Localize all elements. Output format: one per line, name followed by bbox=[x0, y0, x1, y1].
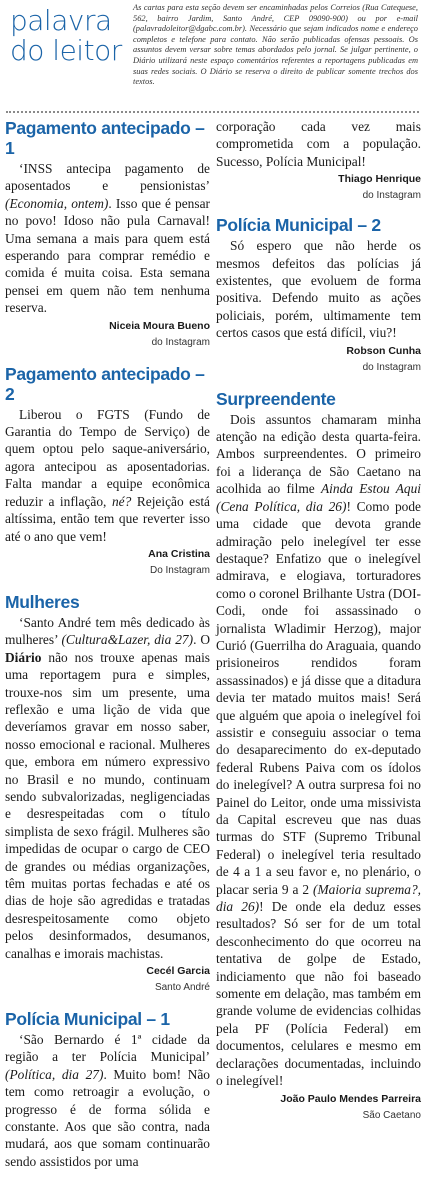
letter-surpreendente bbox=[216, 389, 421, 1122]
letter-policia-1-continued bbox=[216, 118, 421, 202]
letter-title: Mulheres bbox=[5, 591, 80, 612]
left-column bbox=[5, 118, 210, 1170]
right-column bbox=[216, 118, 421, 1122]
letter-author: Ana Cristina bbox=[148, 547, 210, 560]
letter-title: Pagamento antecipado – 2 bbox=[5, 363, 205, 404]
letter-policia-2 bbox=[216, 215, 421, 373]
letter-author: Thiago Henrique bbox=[338, 173, 421, 186]
letter-origin: Do Instagram bbox=[149, 564, 210, 576]
letter-text-segment: . O bbox=[193, 632, 210, 648]
letter-author: Niceia Moura Bueno bbox=[109, 319, 210, 332]
letter-text-segment: (Economia, ontem) bbox=[5, 195, 109, 211]
letter-author: Cecél Garcia bbox=[146, 965, 210, 978]
letter-body bbox=[216, 411, 421, 1090]
dotted-divider bbox=[6, 111, 419, 113]
letter-text-segment: Ainda Estou Aqui (Cena Política, dia 26) bbox=[216, 481, 421, 514]
masthead-line-1: palavra bbox=[10, 4, 112, 37]
letter-body bbox=[5, 160, 210, 317]
letter-title: Pagamento antecipado – 1 bbox=[5, 118, 205, 158]
letter-origin: São Caetano bbox=[362, 1109, 421, 1121]
letter-body bbox=[5, 406, 210, 545]
letter-text-segment: Rejeição está altíssima, então tem que reverter isso até o ano que vem! bbox=[5, 493, 211, 544]
letter-text-segment: ‘INSS antecipa pagamento de aposentados e pensionistas’ bbox=[5, 161, 210, 194]
letter-title: Polícia Municipal – 2 bbox=[216, 215, 381, 236]
letter-title: Polícia Municipal – 1 bbox=[5, 1009, 170, 1030]
letter-text-segment: ! De onde ela deduz esses resultados? Só ser for de um total desconhecimento do que ocorreu na tentativa de golpe de Estado, indiciamento que não foi baseado somente em delação, mas também em grande volume de evidencias colhidas pela PF (Polícia Federal) em documentos, celulares e mesmo em declarações documentadas, incluindo o inelegível! bbox=[216, 899, 421, 1089]
letter-text-segment: (Cultura&Lazer, dia 27) bbox=[61, 632, 194, 648]
letter-body bbox=[5, 1031, 210, 1170]
letter-text-segment: ‘Santo André tem mês dedicado às mulheres’ bbox=[5, 614, 210, 648]
letter-author: João Paulo Mendes Parreira bbox=[280, 1092, 421, 1105]
page-header bbox=[0, 0, 425, 100]
letter-text-segment: . Muito bom! Não tem como retroagir a evolução, o progresso é de forma sólida e constante. Aos que são contra, nada mudará, aos que somam continuarão sendo assistidos por uma bbox=[5, 1066, 211, 1169]
letter-body bbox=[5, 614, 210, 962]
letter-text-segment: não nos trouxe apenas mais uma reportagem pura e simples, trouxe-nos sim um presente, uma reflexão e uma lição de vida que deveríamos gravar em nosso saber, nosso emocional e racional. Mulheres que, embora em número expressivo no Brasil e no mundo, continuam sendo subvalorizadas, negligenciadas e desrespeitadas com o título simplista de sexo frágil. Mulheres são impedidas de ocupar o cargo de CEO de grandes ou médias organizações, têm muitas portas fechadas e até os dias de hoje são agredidas e tratadas desrespeitosamente como objeto pelos desinformados, desumanos, canalhas e imorais machistas. bbox=[5, 649, 210, 961]
letter-pagamento-1 bbox=[5, 118, 210, 349]
letter-text-segment: . Isso que é pensar no povo! Idoso não pula Carnaval! Uma semana a mais para quem está esperando para comprar remédio e comida é muita coisa. Esta semana pensei em quem não tem nenhuma reserva. bbox=[5, 195, 210, 316]
letter-pagamento-2 bbox=[5, 364, 210, 577]
letter-text-segment: ! Como pode uma cidade que devota grande admiração pelo inelegível ter esse destaque? Enfatizo que o inelegível admirava, e elogiava, torturadores como o coronel Brilhante Ustra (DOI-Codi, onde foi assassinado o jornalista Wladimir Herzog), major Curió (Guerrilha do Araguaia, quando prisioneiros rendidos foram assassinados) e já disse que a ditadura devia ter matado muitos mais! Será que alguém que apoia o inelegível foi assistir e conseguiu associar o tema do desaparecimento do ex-deputado federal Rubens Paiva com os ídolos do inelegível? A outra surpresa foi no Painel do Leitor, onde uma missivista da Capital escreveu que nas duas turmas do STF (Supremo Tribunal Federal) o inelegível teria resultado de 4 a 1 a seu favor e, no plenário, o placar seria 9 a 2 bbox=[216, 498, 421, 897]
letter-author: Robson Cunha bbox=[346, 344, 421, 357]
letter-body bbox=[216, 237, 421, 341]
letter-text-segment: né? bbox=[111, 493, 132, 509]
letter-origin: do Instagram bbox=[362, 190, 421, 202]
letter-mulheres bbox=[5, 592, 210, 994]
letter-text-segment: Só espero que não herde os mesmos defeitos das polícias já existentes, que evoluem de forma positiva. Defendo muito as ações policiais, porém, ultimamente tem certos casos que está difícil, viu?! bbox=[216, 238, 421, 341]
letter-policia-1 bbox=[5, 1009, 210, 1170]
letter-text-segment: (Política, dia 27) bbox=[5, 1066, 104, 1082]
letter-body-continuation: corporação cada vez mais comprometida com a população. Sucesso, Polícia Municipal! bbox=[216, 119, 421, 169]
letter-text-segment: ‘São Bernardo é 1ª cidade da região a ter Polícia Municipal’ bbox=[5, 1032, 210, 1065]
letter-text-segment: Liberou o FGTS (Fundo de Garantia do Tempo de Serviço) de quem optou pelo saque-aniversário, agora antecipou as aposentadorias. Falta mandar a equipe econômica reduzir a inflação, bbox=[5, 406, 210, 509]
section-intro-text: As cartas para esta seção devem ser encaminhadas pelos Correios (Rua Catequese, 562, bairro Jardim, Santo André, CEP 09090-900) ou por e-mail (palavradoleitor@dgabc.com.br). Necessário que sejam indicados nome e endereço completos e telefone para contato. Não serão publicadas ofensas pessoais. Os assuntos devem versar sobre temas abordados pelo jornal. Se julgar pertinente, o Diário utilizará neste espaço comentários referentes a reportagens publicadas em suas redes sociais. O Diário se reserva o direito de publicar somente trechos dos textos. bbox=[133, 3, 418, 87]
letter-text-segment: Diário bbox=[5, 649, 42, 665]
letter-text-segment: (Maioria suprema?, dia 26) bbox=[216, 881, 421, 915]
masthead-line-2: do leitor bbox=[10, 34, 122, 67]
letter-origin: do Instagram bbox=[151, 336, 210, 348]
letter-origin: Santo André bbox=[154, 982, 210, 994]
letter-title: Surpreendente bbox=[216, 388, 336, 409]
letter-text-segment: Dois assuntos chamaram minha atenção na edição desta quarta-feira. Ambos surpreendentes. O primeiro foi a liderança de São Caetano na acolhida ao filme bbox=[216, 411, 421, 497]
letter-origin: do Instagram bbox=[362, 361, 421, 373]
section-masthead bbox=[10, 6, 130, 66]
